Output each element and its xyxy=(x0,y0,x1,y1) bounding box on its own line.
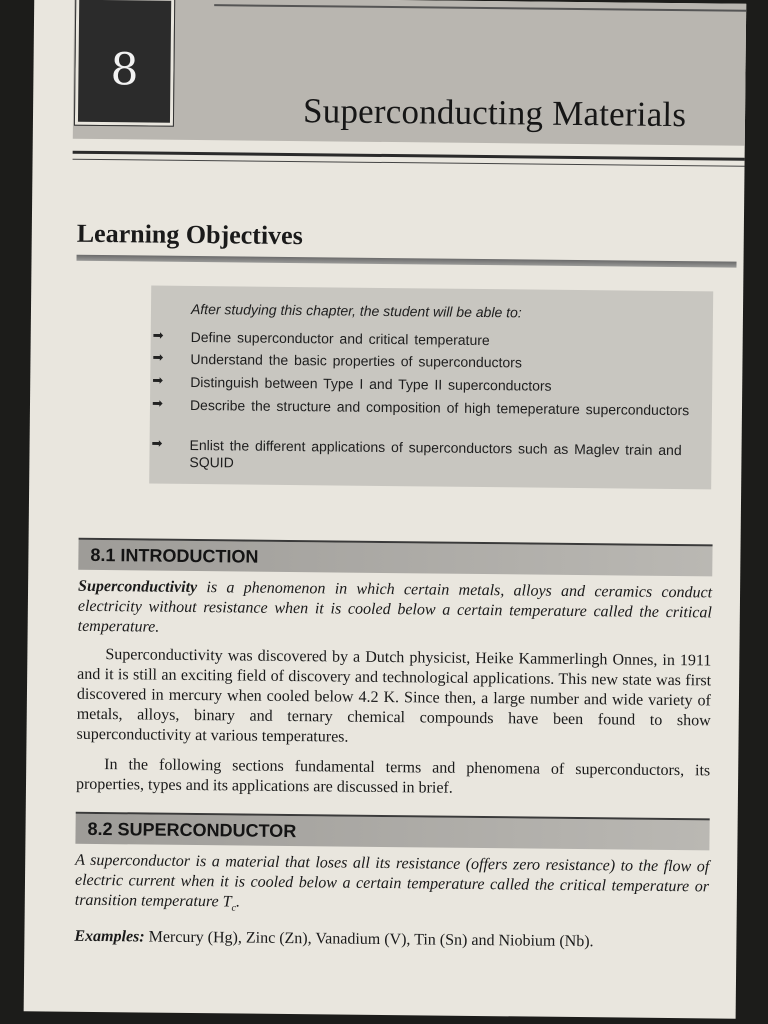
objective-text: Enlist the different applications of superconductors such as Maglev train and SQUID xyxy=(189,436,682,471)
intro-paragraph-overview: In the following sections fundamental terms and phenomena of superconductors, its properties, types and its applications are discussed in brief. xyxy=(75,756,711,797)
subscript-c: c xyxy=(231,902,236,914)
objective-text: Define superconductor and critical temperature xyxy=(190,328,490,349)
objective-text: Understand the basic properties of superconductors xyxy=(190,350,522,371)
header-rule-thin xyxy=(73,159,745,167)
learning-objectives-heading: Learning Objectives xyxy=(76,218,303,251)
superconductivity-definition xyxy=(78,577,713,644)
arrow-right-icon: ➡ xyxy=(152,349,164,365)
learning-objectives-rule xyxy=(77,255,737,268)
arrow-right-icon: ➡ xyxy=(151,435,163,451)
header-top-rule xyxy=(214,4,746,12)
objective-item xyxy=(152,327,691,351)
examples-text: Mercury (Hg), Zinc (Zn), Vanadium (V), Tin (Sn) and Niobium (Nb). xyxy=(144,928,594,951)
arrow-right-icon: ➡ xyxy=(151,395,164,411)
arrow-right-icon: ➡ xyxy=(152,327,164,343)
section-heading-introduction: 8.1 INTRODUCTION xyxy=(78,538,712,577)
examples-label: Examples: xyxy=(74,927,145,946)
objectives-intro: After studying this chapter, the student will be able to: xyxy=(190,300,522,321)
objectives-box xyxy=(149,286,713,490)
section-heading-superconductor: 8.2 SUPERCONDUCTOR xyxy=(75,812,709,851)
objective-item xyxy=(151,435,689,476)
objective-item xyxy=(152,349,690,373)
superconductor-definition xyxy=(75,851,710,924)
objective-text: Distinguish between Type I and Type II superconductors xyxy=(190,373,552,394)
definition-text: is a phenomenon in which certain metals, alloys and ceramics conduct electricity without resistance when it is cooled below a certain temperature called the critical temperature. xyxy=(77,579,713,636)
definition-end: . xyxy=(235,893,241,911)
book-page xyxy=(24,0,747,1019)
definition-text: A superconductor is a material that loses all its resistance (offers zero resistance) to the flow of electric current when it is cooled below a certain temperature called the critical temperature or transition temperature T xyxy=(74,851,710,911)
objective-item xyxy=(152,372,690,396)
chapter-number: 8 xyxy=(110,44,139,96)
chapter-title: Superconducting Materials xyxy=(302,91,687,135)
intro-paragraph-history: Superconductivity was discovered by a Dutch physicist, Heike Kammerlingh Onnes, in 1911 and it is still an exciting field of discovery and technological applications. This new state was first discovered in mercury when cooled below 4.2 K. Since then, a large number and wide variety of metals, alloys, binary and ternary chemical compounds have been found to show superconductivity at various temperatures. xyxy=(76,646,712,746)
objective-item xyxy=(151,395,690,419)
arrow-right-icon: ➡ xyxy=(152,372,164,388)
examples-line xyxy=(74,927,708,954)
definition-term: Superconductivity xyxy=(78,577,198,597)
chapter-number-box xyxy=(75,0,174,126)
objective-text: Describe the structure and composition of high temeperature superconductors xyxy=(189,396,690,419)
